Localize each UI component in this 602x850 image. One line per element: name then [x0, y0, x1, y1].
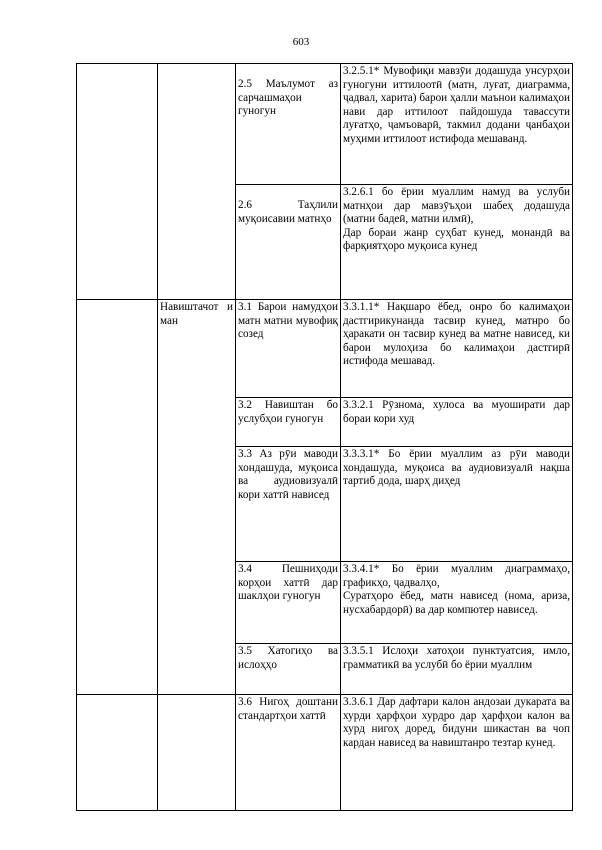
topic-text: 2.6 Таҳлили муқоисавии матнҳо — [238, 199, 338, 225]
objective-cell — [341, 300, 573, 398]
table-row — [77, 64, 573, 185]
topic-cell — [236, 447, 341, 562]
objective-text: Суратҳоро ёбед, матн нависед (нома, ариза, нусхабардорӣ) ва дар компютер нависед. — [343, 590, 570, 616]
topic-text: 3.1 Барои намудҳои матн матни мувофиқ созед — [238, 301, 338, 341]
topic-text: 3.3 Аз рӯи маводи хондашуда, муқоиса ва аудиовизуалӣ кори хаттӣ нависед — [238, 448, 338, 501]
objective-text: 3.3.4.1* Бо ёрии муаллим диаграммаҳо, графикҳо, ҷадвалҳо, — [343, 563, 570, 589]
topic-cell — [236, 695, 341, 811]
topic-text: 3.5 Хатогиҳо ва ислоҳҳо — [238, 645, 338, 671]
topic-text: 3.2 Навиштан бо услубҳои гуногун — [238, 399, 338, 425]
objective-text: 3.2.5.1* Мувофиқи мавзӯи додашуда унсурҳои гуногуни иттилоотӣ (матн, луғат, диаграмма, ҷадвал, харита) барои ҳалли маънои калимаҳои нави дар иттилоот пайдошуда тавассути луғатҳо, ҷамъоварӣ, такмил додани ҷанбаҳои муҳими иттилоот истифода мешаванд. — [343, 65, 570, 145]
objective-text: Дар бораи жанр суҳбат кунед, монандӣ ва фарқиятҳоро муқоиса кунед — [343, 226, 570, 253]
curriculum-table — [76, 63, 573, 811]
section-a-cell — [77, 695, 158, 811]
section-title: Навиштачот и ман — [160, 301, 233, 327]
page-number: 603 — [292, 36, 310, 48]
topic-cell — [236, 185, 341, 300]
section-b-cell-empty — [158, 695, 236, 811]
objective-cell — [341, 695, 573, 811]
topic-cell — [236, 644, 341, 695]
objective-text: 3.3.2.1 Рӯзнома, хулоса ва муоширати дар бораи кори худ — [343, 399, 570, 425]
section-a-cell — [77, 300, 158, 695]
topic-cell — [236, 64, 341, 185]
section-b-cell-empty — [158, 64, 236, 300]
objective-cell — [341, 447, 573, 562]
objective-text: 3.3.1.1* Нақшаро ёбед, онро бо калимаҳои дастгирикунанда тасвир кунед, матнро бо ҳаракати он тасвир кунед ва матне нависед, ки барои мулоҳиза бо калимаҳои дастгирӣ истифода мешавад. — [343, 301, 570, 368]
objective-text: 3.3.3.1* Бо ёрии муаллим аз рӯи маводи хондашуда, муқоиса ва аудиовизуалӣ нақша тартиб дода, шарҳ диҳед — [343, 448, 570, 488]
table-row — [77, 300, 573, 398]
objective-text: 3.3.6.1 Дар дафтари калон андозаи дукарата ва хурди ҳарфҳои хурдро дар ҳарфҳои калон ва хурд нигоҳ доред, бидуни шикастан ва чоп кардан нависед ва навиштанро тезтар кунед. — [343, 696, 570, 749]
objective-cell — [341, 398, 573, 447]
objective-cell — [341, 64, 573, 185]
section-b-cell — [158, 300, 236, 695]
topic-text: 2.5 Маълумот аз сарчашмаҳои гуногун — [238, 78, 338, 118]
objective-cell — [341, 562, 573, 644]
topic-cell — [236, 398, 341, 447]
topic-text: 3.4 Пешниҳоди корҳои хаттӣ дар шаклҳои гуногун — [238, 563, 338, 603]
objective-cell — [341, 644, 573, 695]
objective-text: 3.2.6.1 бо ёрии муаллим намуд ва услуби матнҳои дар мавзӯъҳои шабеҳ додашуда (матни бадеӣ, матни илмӣ), — [343, 186, 570, 226]
topic-text: 3.6 Нигоҳ доштани стандартҳои хаттӣ — [238, 696, 338, 722]
topic-cell — [236, 562, 341, 644]
topic-cell — [236, 300, 341, 398]
objective-text: 3.3.5.1 Ислоҳи хатоҳои пунктуатсия, имло, грамматикӣ ва услубӣ бо ёрии муаллим — [343, 645, 570, 671]
objective-cell — [341, 185, 573, 300]
section-a-cell — [77, 64, 158, 300]
table-row — [77, 695, 573, 811]
